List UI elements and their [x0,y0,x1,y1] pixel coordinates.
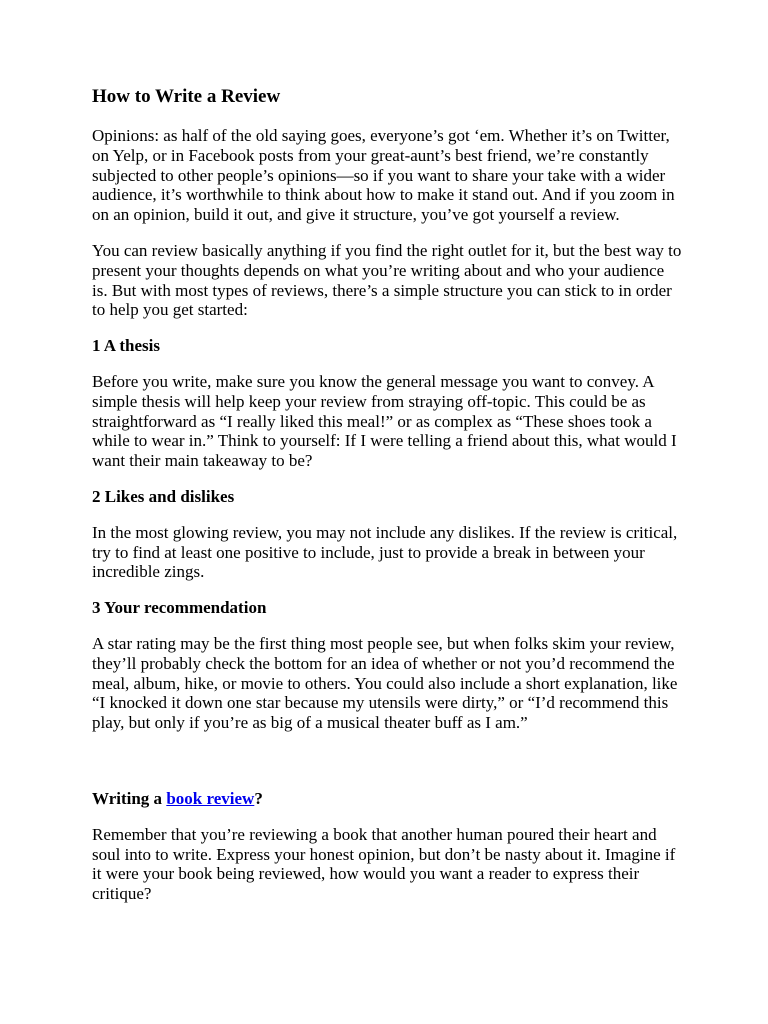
section-body-recommendation: A star rating may be the first thing most people see, but when folks skim your review, they’ll probably check the bottom for an idea of whether or not you’d recommend the meal, album, hike, or movie to others. You could also include a short explanation, like “I knocked it down one star because my utensils were dirty,” or “I’d recommend this play, but only if you’re as big of a musical theater buff as I am.” [92,633,678,733]
document-title: How to Write a Review [92,86,281,107]
book-review-body: Remember that you’re reviewing a book that another human poured their heart and soul into to write. Express your honest opinion, but don’t be nasty about it. Imagine if it were your book being reviewed, how would you want a reader to express their critique? [92,824,676,904]
document-page [92,86,682,920]
section-heading-thesis: 1 A thesis [92,336,161,356]
section-body-thesis: Before you write, make sure you know the general message you want to convey. A simple thesis will help keep your review from straying off-topic. This could be as straightforward as “I really liked this meal!” or as complex as “These shoes took a while to wear in.” Think to yourself: If I were telling a friend about this, what would I want their main takeaway to be? [92,371,677,471]
section-body-likes-dislikes: In the most glowing review, you may not include any dislikes. If the review is critical, try to find at least one positive to include, just to provide a break in between your incredible zings. [92,522,678,582]
section-heading-likes-dislikes: 2 Likes and dislikes [92,486,235,506]
book-review-link[interactable]: book review [166,788,255,808]
section-heading-recommendation: 3 Your recommendation [92,598,267,618]
book-review-heading [92,789,682,809]
intro-paragraph-1: Opinions: as half of the old saying goes, everyone’s got ‘em. Whether it’s on Twitter, on Yelp, or in Facebook posts from your great-aunt’s best friend, we’re constantly subjected to other people’s opinions—so if you want to share your take with a wider audience, it’s worthwhile to think about how to make it stand out. And if you zoom in on an opinion, build it out, and give it structure, you’ve got yourself a review. [92,126,675,225]
book-review-heading-prefix: Writing a [92,788,167,808]
blank-space [92,749,682,789]
intro-paragraph-2: You can review basically anything if you find the right outlet for it, but the best way to present your thoughts depends on what you’re writing about and who your audience is. But with most types of reviews, there’s a simple structure you can stick to in order to help you get started: [92,240,682,320]
book-review-heading-suffix: ? [254,788,263,808]
